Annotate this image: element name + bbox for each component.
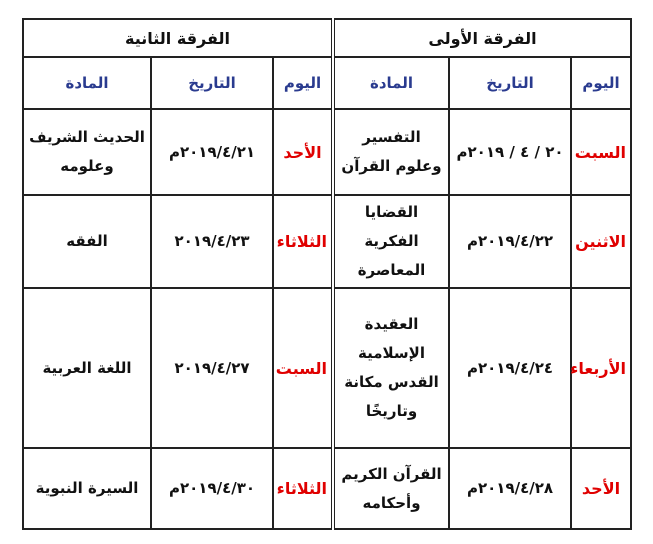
second-date-cell: ٢٠١٩/٤/٢٣ <box>151 195 273 288</box>
first-day-cell: الأربعاء <box>571 288 631 448</box>
group-first-header: الفرقة الأولى <box>333 19 631 57</box>
first-day-header: اليوم <box>571 57 631 109</box>
first-date-cell: ٢٠ / ٤ / ٢٠١٩م <box>449 109 571 195</box>
second-day-cell: الأحد <box>273 109 333 195</box>
second-subject-header: المادة <box>23 57 151 109</box>
second-day-header: اليوم <box>273 57 333 109</box>
first-subject-cell: القضايا الفكرية المعاصرة <box>333 195 449 288</box>
exam-schedule-table <box>22 18 632 530</box>
first-date-cell: ٢٠١٩/٤/٢٨م <box>449 448 571 529</box>
group-header-row <box>23 19 631 57</box>
first-date-cell: ٢٠١٩/٤/٢٤م <box>449 288 571 448</box>
first-date-cell: ٢٠١٩/٤/٢٢م <box>449 195 571 288</box>
table-row <box>23 195 631 288</box>
table-row <box>23 109 631 195</box>
second-subject-cell: اللغة العربية <box>23 288 151 448</box>
column-header-row <box>23 57 631 109</box>
first-day-cell: الأحد <box>571 448 631 529</box>
first-subject-cell: التفسير وعلوم القرآن <box>333 109 449 195</box>
first-day-cell: الاثنين <box>571 195 631 288</box>
first-subject-cell: القرآن الكريم وأحكامه <box>333 448 449 529</box>
exam-schedule <box>22 18 630 530</box>
second-subject-cell: السيرة النبوية <box>23 448 151 529</box>
second-day-cell: الثلاثاء <box>273 448 333 529</box>
first-subject-cell: العقيدة الإسلامية القدس مكانة وتاريخًا <box>333 288 449 448</box>
second-day-cell: الثلاثاء <box>273 195 333 288</box>
second-date-header: التاريخ <box>151 57 273 109</box>
table-row <box>23 448 631 529</box>
group-second-header: الفرقة الثانية <box>23 19 333 57</box>
second-date-cell: ٢٠١٩/٤/٣٠م <box>151 448 273 529</box>
second-subject-cell: الفقه <box>23 195 151 288</box>
second-subject-cell: الحديث الشريف وعلومه <box>23 109 151 195</box>
second-date-cell: ٢٠١٩/٤/٢٧ <box>151 288 273 448</box>
second-day-cell: السبت <box>273 288 333 448</box>
first-date-header: التاريخ <box>449 57 571 109</box>
table-row <box>23 288 631 448</box>
second-date-cell: ٢٠١٩/٤/٢١م <box>151 109 273 195</box>
first-day-cell: السبت <box>571 109 631 195</box>
first-subject-header: المادة <box>333 57 449 109</box>
